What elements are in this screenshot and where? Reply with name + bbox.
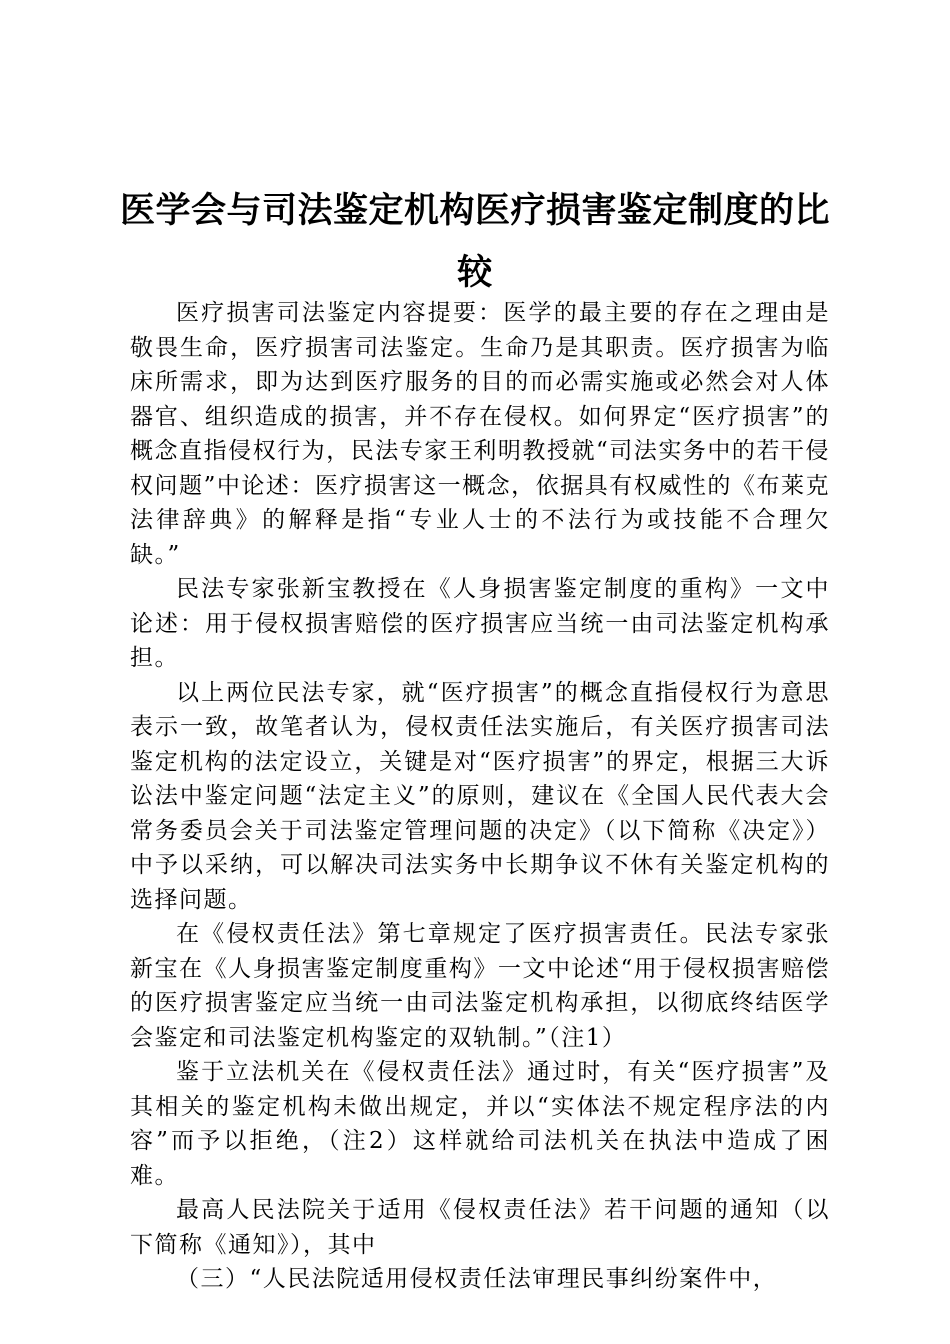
- document-body: [130, 296, 830, 1297]
- paragraph-supreme-court-notice: 最高人民法院关于适用《侵权责任法》若干问题的通知（以下简称《通知》），其中: [130, 1197, 830, 1258]
- paragraph-author-opinion: 以上两位民法专家，就“医疗损害”的概念直指侵权行为意思表示一致，故笔者认为，侵权责任法实施后，有关医疗损害司法鉴定机构的法定设立，关键是对“医疗损害”的界定，根据三大诉讼法中鉴定问题“法定主义”的原则，建议在《全国人民代表大会常务委员会关于司法鉴定管理问题的决定》（以下简称《决定》）中予以采纳，可以解决司法实务中长期争议不休有关鉴定机构的选择问题。: [130, 679, 830, 913]
- document-title: 医学会与司法鉴定机构医疗损害鉴定制度的比较: [120, 191, 831, 293]
- paragraph-legislature: 鉴于立法机关在《侵权责任法》通过时，有关“医疗损害”及其相关的鉴定机构未做出规定，并以“实体法不规定程序法的内容”而予以拒绝，（注2）这样就给司法机关在执法中造成了困难。: [130, 1059, 830, 1189]
- paragraph-zhang-xinbao: 民法专家张新宝教授在《人身损害鉴定制度的重构》一文中论述：用于侵权损害赔偿的医疗损害应当统一由司法鉴定机构承担。: [130, 576, 830, 671]
- paragraph-tort-law-chapter7: 在《侵权责任法》第七章规定了医疗损害责任。民法专家张新宝在《人身损害鉴定制度重构》一文中论述“用于侵权损害赔偿的医疗损害鉴定应当统一由司法鉴定机构承担，以彻底终结医学会鉴定和司法鉴定机构鉴定的双轨制。”（注1）: [130, 921, 830, 1051]
- paragraph-item-three: （三）“人民法院适用侵权责任法审理民事纠纷案件中，: [176, 1266, 778, 1292]
- paragraph-summary: 医疗损害司法鉴定内容提要：医学的最主要的存在之理由是敬畏生命，医疗损害司法鉴定。生命乃是其职责。医疗损害为临床所需求，即为达到医疗服务的目的而必需实施或必然会对人体器官、组织造成的损害，并不存在侵权。如何界定“医疗损害”的概念直指侵权行为，民法专家王利明教授就“司法实务中的若干侵权问题”中论述：医疗损害这一概念，依据具有权威性的《布莱克法律辞典》的解释是指“专业人士的不法行为或技能不合理欠缺。”: [130, 300, 830, 568]
